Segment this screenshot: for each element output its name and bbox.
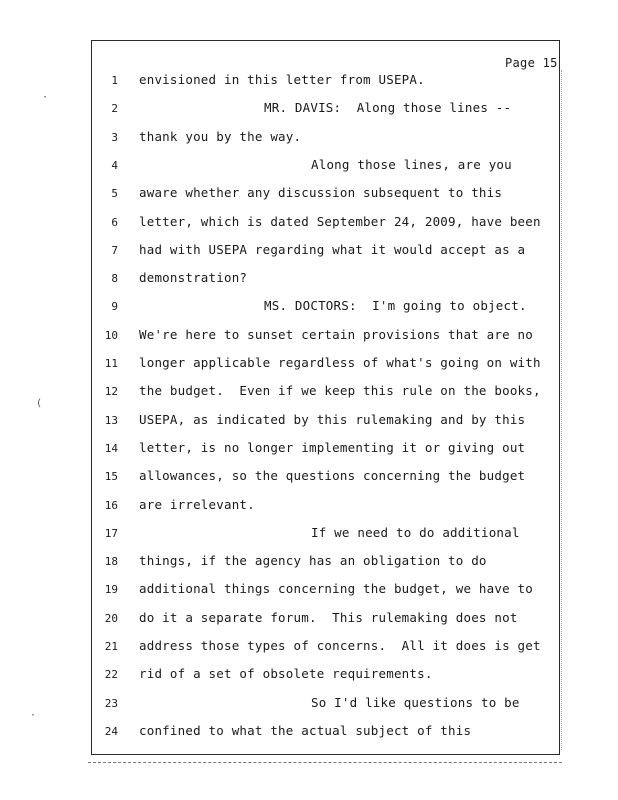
line-text: confined to what the actual subject of this [139, 722, 472, 738]
line-number: 18 [104, 555, 118, 569]
line-number: 4 [111, 158, 118, 172]
transcript-line [0, 383, 560, 403]
transcript-line [0, 525, 560, 545]
transcript-line [0, 440, 560, 460]
transcript-line [0, 157, 560, 177]
line-number: 24 [104, 724, 118, 738]
transcript-line [0, 129, 560, 149]
line-text: the budget. Even if we keep this rule on the books, [139, 383, 541, 399]
line-text: letter, which is dated September 24, 2009, have been [139, 213, 541, 229]
line-number: 17 [104, 526, 118, 540]
transcript-line [0, 185, 560, 205]
transcript-line [0, 100, 560, 120]
line-number: 2 [111, 102, 118, 116]
transcript-line [0, 610, 560, 630]
transcript-line [0, 468, 560, 488]
line-number: 15 [104, 470, 118, 484]
line-number: 7 [111, 243, 118, 257]
line-text: MR. DAVIS: Along those lines -- [264, 100, 512, 116]
line-text: additional things concerning the budget, we have to [139, 581, 534, 597]
line-number: 5 [111, 187, 118, 201]
line-number: 12 [104, 385, 118, 399]
line-text: Along those lines, are you [311, 156, 512, 172]
line-number: 1 [111, 74, 118, 87]
line-number: 22 [104, 668, 118, 682]
line-number: 20 [104, 611, 118, 625]
line-number: 19 [104, 583, 118, 597]
transcript-line [0, 298, 560, 318]
scan-artifact: · [30, 710, 37, 721]
line-text: If we need to do additional [311, 524, 520, 540]
line-number: 14 [104, 441, 118, 455]
transcript-line [0, 412, 560, 432]
transcript-line [0, 695, 560, 715]
line-text: We're here to sunset certain provisions that are no [139, 326, 534, 342]
line-text: things, if the agency has an obligation to do [139, 553, 487, 569]
line-text: envisioned in this letter from USEPA. [139, 72, 425, 87]
line-number: 23 [104, 696, 118, 710]
line-text: allowances, so the questions concerning the budget [139, 468, 526, 484]
transcript-line [0, 72, 560, 92]
bottom-rule [88, 762, 562, 763]
line-number: 21 [104, 640, 118, 653]
transcript-line [0, 497, 560, 517]
line-number: 16 [104, 498, 118, 512]
line-number: 13 [104, 413, 118, 427]
line-number: 9 [111, 300, 118, 314]
transcript-line [0, 270, 560, 290]
line-text: USEPA, as indicated by this rulemaking and by this [139, 411, 526, 427]
line-text: longer applicable regardless of what's going on with [139, 355, 541, 370]
scan-artifact: ( [36, 398, 43, 409]
line-number: 10 [104, 328, 118, 342]
line-text: aware whether any discussion subsequent to this [139, 185, 503, 201]
scan-artifact: · [42, 92, 49, 103]
line-number: 3 [111, 130, 118, 144]
transcript-line [0, 638, 560, 658]
line-text: demonstration? [139, 270, 248, 286]
line-text: thank you by the way. [139, 128, 302, 144]
line-text: address those types of concerns. All it does is get [139, 638, 541, 653]
line-number: 8 [111, 272, 118, 286]
transcript-line [0, 581, 560, 601]
page-number: Page 15 [505, 56, 558, 70]
line-text: had with USEPA regarding what it would accept as a [139, 241, 526, 257]
line-text: rid of a set of obsolete requirements. [139, 666, 433, 682]
line-text: MS. DOCTORS: I'm going to object. [264, 298, 527, 314]
transcript-line [0, 242, 560, 262]
line-text: do it a separate forum. This rulemaking does not [139, 609, 518, 625]
transcript-line [0, 553, 560, 573]
transcript-line [0, 327, 560, 347]
line-text: So I'd like questions to be [311, 694, 520, 710]
transcript-line [0, 214, 560, 234]
scan-edge-marks [561, 70, 568, 750]
transcript-line [0, 355, 560, 375]
line-text: are irrelevant. [139, 496, 255, 512]
transcript-line [0, 723, 560, 743]
transcript-line [0, 666, 560, 686]
line-number: 11 [104, 357, 118, 370]
line-text: letter, is no longer implementing it or giving out [139, 439, 526, 455]
line-number: 6 [111, 215, 118, 229]
